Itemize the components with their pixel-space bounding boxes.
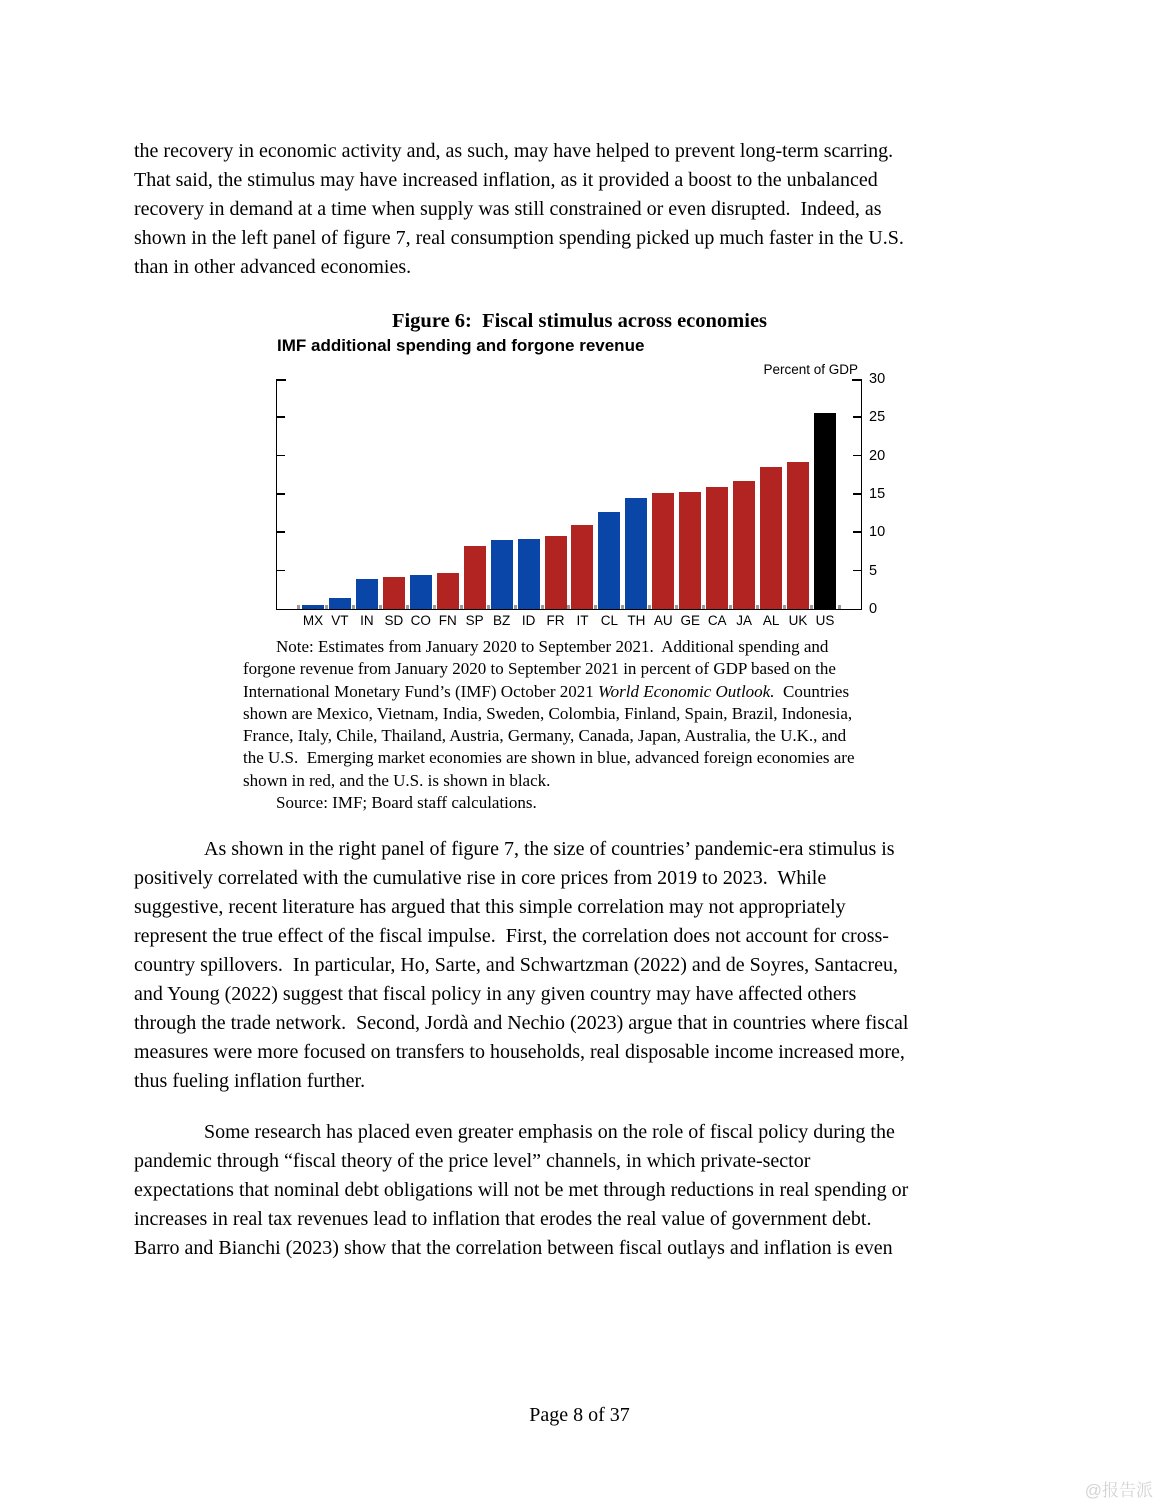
x-axis-label: IT bbox=[576, 613, 589, 628]
text-line: through the trade network. Second, Jordà and Nechio (2023) argue that in countries where fiscal bbox=[134, 1012, 909, 1034]
x-axis-label: AL bbox=[762, 613, 780, 628]
paragraph-2 bbox=[134, 835, 908, 1096]
text-line: increases in real tax revenues lead to inflation that erodes the real value of government debt. bbox=[134, 1208, 872, 1230]
y-tick-right bbox=[853, 416, 861, 418]
bar-TH bbox=[625, 498, 647, 609]
note-line: forgone revenue from January 2020 to September 2021 in percent of GDP based on the bbox=[243, 659, 836, 679]
bar-IN bbox=[356, 579, 378, 609]
bar-ID bbox=[518, 539, 540, 609]
text-line: suggestive, recent literature has argued that this simple correlation may not appropriately bbox=[134, 896, 846, 918]
text-line: the recovery in economic activity and, as such, may have helped to prevent long-term scarring. bbox=[134, 140, 894, 162]
y-axis-label: 15 bbox=[869, 486, 886, 502]
bar-VT bbox=[329, 598, 351, 609]
x-tick bbox=[783, 605, 786, 609]
text-line: positively correlated with the cumulative rise in core prices from 2019 to 2023. While bbox=[134, 867, 827, 889]
x-tick bbox=[352, 605, 355, 609]
text-line: measures were more focused on transfers to households, real disposable income increased more, bbox=[134, 1041, 905, 1063]
note-line: France, Italy, Chile, Thailand, Austria, Germany, Canada, Japan, Australia, the U.K., and bbox=[243, 726, 847, 746]
x-axis-label: FR bbox=[546, 613, 565, 628]
x-axis-label: MX bbox=[302, 613, 324, 628]
x-tick bbox=[325, 605, 328, 609]
text-line: represent the true effect of the fiscal impulse. First, the correlation does not account for cross- bbox=[134, 925, 889, 947]
x-tick bbox=[406, 605, 409, 609]
y-axis-label: 25 bbox=[869, 409, 886, 426]
x-tick bbox=[541, 605, 544, 609]
text-line: thus fueling inflation further. bbox=[134, 1070, 366, 1092]
bar-IT bbox=[571, 525, 593, 609]
y-tick-left bbox=[277, 455, 285, 457]
axis-cap-left bbox=[277, 379, 286, 381]
bar-SP bbox=[464, 546, 486, 609]
note-line: shown in red, and the U.S. is shown in black. bbox=[243, 770, 551, 790]
bar-CL bbox=[598, 512, 620, 609]
x-axis-label: BZ bbox=[492, 613, 511, 628]
bar-MX bbox=[302, 605, 324, 609]
text-line: country spillovers. In particular, Ho, Sarte, and Schwartzman (2022) and de Soyres, Santacreu, bbox=[134, 954, 898, 976]
text-line: That said, the stimulus may have increased inflation, as it provided a boost to the unbalanced bbox=[134, 169, 878, 191]
x-axis-label: JA bbox=[736, 613, 753, 628]
bar-FR bbox=[545, 536, 567, 609]
text-line: As shown in the right panel of figure 7, the size of countries’ pandemic-era stimulus is bbox=[204, 838, 895, 860]
text-line: and Young (2022) suggest that fiscal policy in any given country may have affected others bbox=[134, 983, 857, 1005]
x-axis-label: US bbox=[815, 613, 835, 628]
x-axis-label: CA bbox=[707, 613, 727, 628]
y-axis-label: 5 bbox=[869, 562, 878, 579]
y-tick-left bbox=[277, 570, 285, 572]
bar-AL bbox=[760, 467, 782, 609]
x-axis-label: GE bbox=[680, 613, 700, 628]
y-axis-label: 30 bbox=[869, 371, 886, 387]
bar-SD bbox=[383, 577, 405, 609]
paragraph-3 bbox=[134, 1118, 908, 1263]
x-axis-label: CO bbox=[410, 613, 431, 628]
x-tick bbox=[433, 605, 436, 609]
y-axis-label: 10 bbox=[869, 524, 886, 541]
x-tick bbox=[297, 605, 300, 609]
note-line: the U.S. Emerging market economies are shown in blue, advanced foreign economies are bbox=[243, 748, 855, 768]
x-tick bbox=[838, 605, 841, 609]
y-tick-left bbox=[277, 493, 285, 495]
y-tick-right bbox=[853, 493, 861, 495]
note-text: International Monetary Fund’s (IMF) October 2021 bbox=[243, 681, 599, 701]
x-tick bbox=[648, 605, 651, 609]
text-line: Barro and Bianchi (2023) show that the correlation between fiscal outlays and inflation is even bbox=[134, 1237, 893, 1259]
note-text: Countries bbox=[774, 681, 850, 701]
note-italic-text: World Economic Outlook. bbox=[598, 681, 775, 701]
note-line: Note: Estimates from January 2020 to September 2021. Additional spending and bbox=[276, 637, 829, 656]
axis-cap-right bbox=[852, 379, 861, 381]
y-axis-label: 20 bbox=[869, 447, 886, 464]
note-line bbox=[243, 681, 953, 703]
x-tick bbox=[810, 605, 813, 609]
text-line: pandemic through “fiscal theory of the price level” channels, in which private-sector bbox=[134, 1150, 811, 1172]
x-tick bbox=[594, 605, 597, 609]
figure-title: Figure 6: Fiscal stimulus across economies bbox=[391, 310, 768, 332]
y-axis-unit-label: Percent of GDP bbox=[763, 362, 858, 377]
paragraph-1 bbox=[134, 137, 904, 282]
bar-CO bbox=[410, 575, 432, 610]
x-tick bbox=[621, 605, 624, 609]
bar-BZ bbox=[491, 540, 513, 609]
y-tick-right bbox=[853, 570, 861, 572]
note-line: Source: IMF; Board staff calculations. bbox=[276, 793, 537, 813]
x-axis-label: IN bbox=[360, 613, 374, 628]
bar-chart bbox=[276, 362, 886, 628]
x-axis-label: SP bbox=[465, 613, 484, 628]
y-tick-left bbox=[277, 531, 285, 533]
x-tick bbox=[729, 605, 732, 609]
bar-UK bbox=[787, 462, 809, 609]
text-line: shown in the left panel of figure 7, real consumption spending picked up much faster in the U.S. bbox=[134, 227, 904, 249]
x-tick bbox=[702, 605, 705, 609]
bar-US bbox=[814, 413, 836, 609]
figure-note bbox=[243, 636, 953, 814]
x-axis-label: FN bbox=[438, 613, 457, 628]
x-tick bbox=[514, 605, 517, 609]
x-axis-label: AU bbox=[653, 613, 673, 628]
bar-JA bbox=[733, 481, 755, 609]
text-line: Some research has placed even greater emphasis on the role of fiscal policy during the bbox=[204, 1121, 895, 1143]
x-axis-label: UK bbox=[788, 613, 808, 628]
x-axis-label: CL bbox=[600, 613, 619, 628]
x-axis-label: ID bbox=[521, 613, 536, 628]
x-tick bbox=[379, 605, 382, 609]
bar-CA bbox=[706, 487, 728, 609]
x-tick bbox=[675, 605, 678, 609]
x-axis-label: VT bbox=[331, 613, 349, 628]
bar-FN bbox=[437, 573, 459, 609]
text-line: recovery in demand at a time when supply was still constrained or even disrupted. Indeed, as bbox=[134, 198, 882, 220]
bar-AU bbox=[652, 493, 674, 609]
x-axis-label: SD bbox=[384, 613, 404, 628]
x-tick bbox=[460, 605, 463, 609]
y-tick-right bbox=[853, 531, 861, 533]
x-tick bbox=[756, 605, 759, 609]
x-tick bbox=[487, 605, 490, 609]
y-axis-label: 0 bbox=[869, 601, 878, 617]
x-axis-label: TH bbox=[627, 613, 646, 628]
text-line: than in other advanced economies. bbox=[134, 256, 412, 278]
bar-GE bbox=[679, 492, 701, 609]
y-tick-right bbox=[853, 455, 861, 457]
chart-subtitle: IMF additional spending and forgone revenue bbox=[277, 336, 645, 355]
page-number: Page 8 of 37 bbox=[529, 1404, 630, 1426]
note-line: shown are Mexico, Vietnam, India, Sweden, Colombia, Finland, Spain, Brazil, Indonesia, bbox=[243, 703, 853, 723]
text-line: expectations that nominal debt obligations will not be met through reductions in real spending or bbox=[134, 1179, 909, 1201]
x-tick bbox=[567, 605, 570, 609]
y-tick-left bbox=[277, 416, 285, 418]
watermark: @报告派 bbox=[1084, 1481, 1153, 1500]
